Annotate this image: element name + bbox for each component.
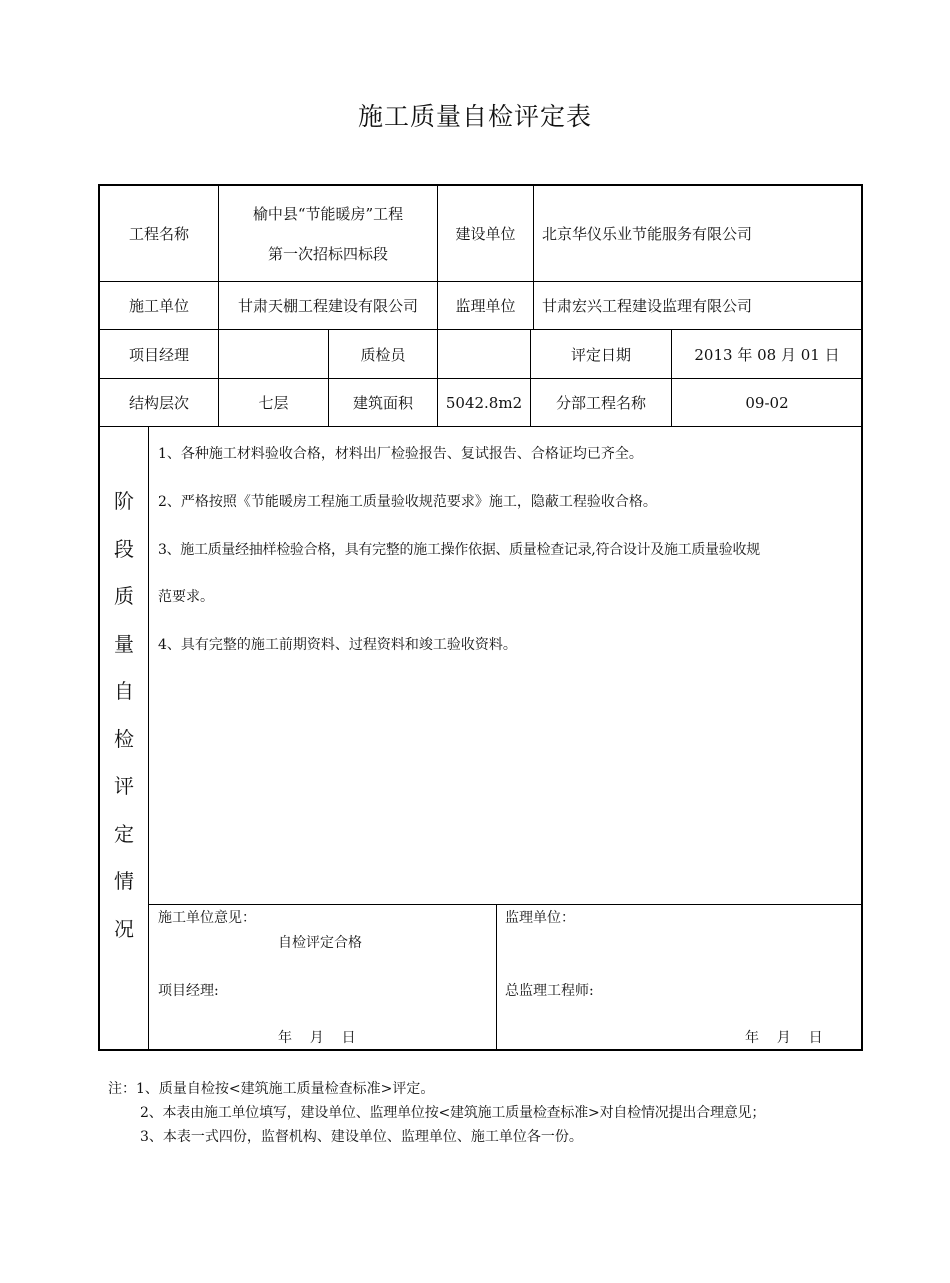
date-value: 2013 年 08 月 01 日 (694, 345, 840, 364)
contractor-label: 施工单位 (128, 297, 189, 315)
side-char: 评 (114, 774, 134, 798)
supervisor-value: 甘肃宏兴工程建设监理有限公司 (542, 297, 753, 315)
chief-supervisor-sign-label: 总监理工程师: (505, 983, 594, 999)
side-char: 况 (114, 916, 134, 941)
side-char: 质 (114, 584, 134, 608)
area-label: 建筑面积 (352, 394, 413, 412)
project-name-line1: 榆中县“节能暖房”工程 (252, 204, 404, 223)
project-manager-sign-label: 项目经理: (158, 983, 219, 999)
side-char: 段 (114, 536, 134, 561)
side-char: 自 (114, 679, 134, 703)
side-char: 量 (114, 631, 134, 656)
division-value: 09-02 (745, 393, 789, 412)
project-name-value (219, 186, 437, 281)
form-title: 施工质量自检评定表 (357, 102, 592, 131)
stage-evaluation-label (100, 478, 148, 953)
row-divider (148, 904, 862, 905)
contractor-sign-date: 年 月 日 (278, 1030, 356, 1046)
owner-value: 北京华仪乐业节能服务有限公司 (542, 225, 753, 243)
col-divider (148, 426, 149, 1050)
contractor-opinion-label: 施工单位意见： (158, 910, 256, 926)
manager-label: 项目经理 (128, 345, 189, 364)
area-value: 5042.8m2 (445, 393, 523, 412)
evaluation-item: 2、严格按照《节能暖房工程施工质量验收规范要求》施工，隐蔽工程验收合格。 (158, 494, 657, 510)
floors-value: 七层 (258, 394, 289, 412)
col-divider (496, 904, 497, 1050)
side-char: 定 (114, 821, 134, 846)
owner-label: 建设单位 (455, 225, 516, 243)
supervisor-label: 监理单位 (455, 297, 516, 315)
contractor-value: 甘肃天棚工程建设有限公司 (237, 297, 418, 315)
inspector-label: 质检员 (360, 345, 406, 364)
supervisor-sign-date: 年 月 日 (745, 1030, 823, 1046)
supervisor-opinion-label: 监理单位： (505, 910, 575, 926)
footnote: 2、本表由施工单位填写，建设单位、监理单位按<建筑施工质量检查标准>对自检情况提出合理意见； (140, 1105, 766, 1121)
project-name-label: 工程名称 (128, 225, 189, 243)
division-label: 分部工程名称 (555, 394, 646, 412)
date-label: 评定日期 (570, 345, 631, 364)
row-divider (99, 426, 862, 427)
manager-value (219, 330, 328, 378)
inspector-value (438, 330, 530, 378)
floors-label: 结构层次 (128, 394, 189, 412)
contractor-opinion-value: 自检评定合格 (278, 935, 362, 951)
footnote: 注：1、质量自检按<建筑施工质量检查标准>评定。 (108, 1081, 435, 1097)
side-char: 情 (114, 869, 134, 893)
footnote: 3、本表一式四份，监督机构、建设单位、监理单位、施工单位各一份。 (140, 1129, 583, 1145)
evaluation-item: 3、施工质量经抽样检验合格，具有完整的施工操作依据、质量检查记录,符合设计及施工质量验收规 (158, 542, 760, 558)
evaluation-item: 范要求。 (158, 589, 214, 605)
evaluation-item: 1、各种施工材料验收合格，材料出厂检验报告、复试报告、合格证均已齐全。 (158, 446, 643, 462)
side-char: 阶 (114, 489, 134, 513)
side-char: 检 (114, 726, 134, 751)
project-name-line2: 第一次招标四标段 (267, 244, 388, 263)
evaluation-item: 4、具有完整的施工前期资料、过程资料和竣工验收资料。 (158, 637, 517, 653)
